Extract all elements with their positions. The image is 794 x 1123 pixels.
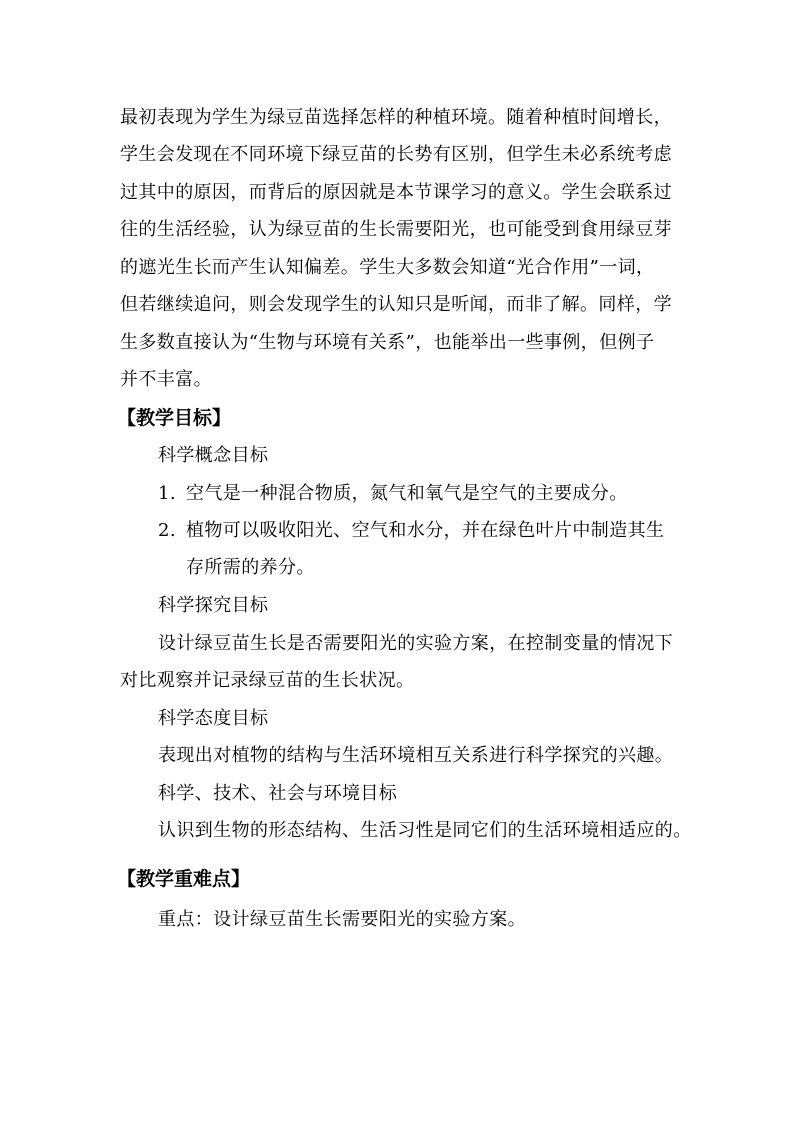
list-item-text: 存所需的养分。	[186, 557, 315, 578]
text-line: 但若继续追问，则会发现学生的认知只是听闻，而非了解。同样，学	[120, 294, 672, 315]
subheading-attitude: 科学态度目标	[158, 708, 269, 729]
list-item-text: 植物可以吸收阳光、空气和水分，并在绿色叶片中制造其生	[186, 520, 665, 541]
text-line: 认识到生物的形态结构、生活习性是同它们的生活环境相适应的。	[158, 820, 692, 841]
text-line: 对比观察并记录绿豆苗的生长状况。	[120, 670, 415, 691]
list-item-number: 2.	[158, 520, 176, 541]
text-line: 生多数直接认为“生物与环境有关系”，也能举出一些事例，但例子	[120, 332, 655, 353]
text-line: 学生会发现在不同环境下绿豆苗的长势有区别，但学生未必系统考虑	[120, 144, 672, 165]
text-line: 并不丰富。	[120, 369, 212, 390]
text-line: 过其中的原因，而背后的原因就是本节课学习的意义。学生会联系过	[120, 182, 672, 203]
section-heading-key-points: 【教学重难点】	[117, 868, 251, 890]
list-item-number: 1.	[158, 483, 176, 504]
subheading-inquiry: 科学探究目标	[158, 595, 269, 616]
list-item-text: 空气是一种混合物质，氮气和氧气是空气的主要成分。	[186, 483, 628, 504]
text-line: 最初表现为学生为绿豆苗选择怎样的种植环境。随着种植时间增长，	[120, 107, 672, 128]
text-line: 表现出对植物的结构与生活环境相互关系进行科学探究的兴趣。	[158, 745, 674, 766]
text-line: 的遮光生长而产生认知偏差。学生大多数会知道“光合作用”一词，	[120, 257, 655, 278]
subheading-concept: 科学概念目标	[158, 445, 269, 466]
text-line: 往的生活经验，认为绿豆苗的生长需要阳光，也可能受到食用绿豆芽	[120, 219, 672, 240]
section-heading-objectives: 【教学目标】	[117, 407, 232, 429]
text-line: 设计绿豆苗生长是否需要阳光的实验方案，在控制变量的情况下	[158, 633, 674, 654]
subheading-sts: 科学、技术、社会与环境目标	[158, 783, 398, 804]
text-line: 重点：设计绿豆苗生长需要阳光的实验方案。	[158, 909, 526, 930]
